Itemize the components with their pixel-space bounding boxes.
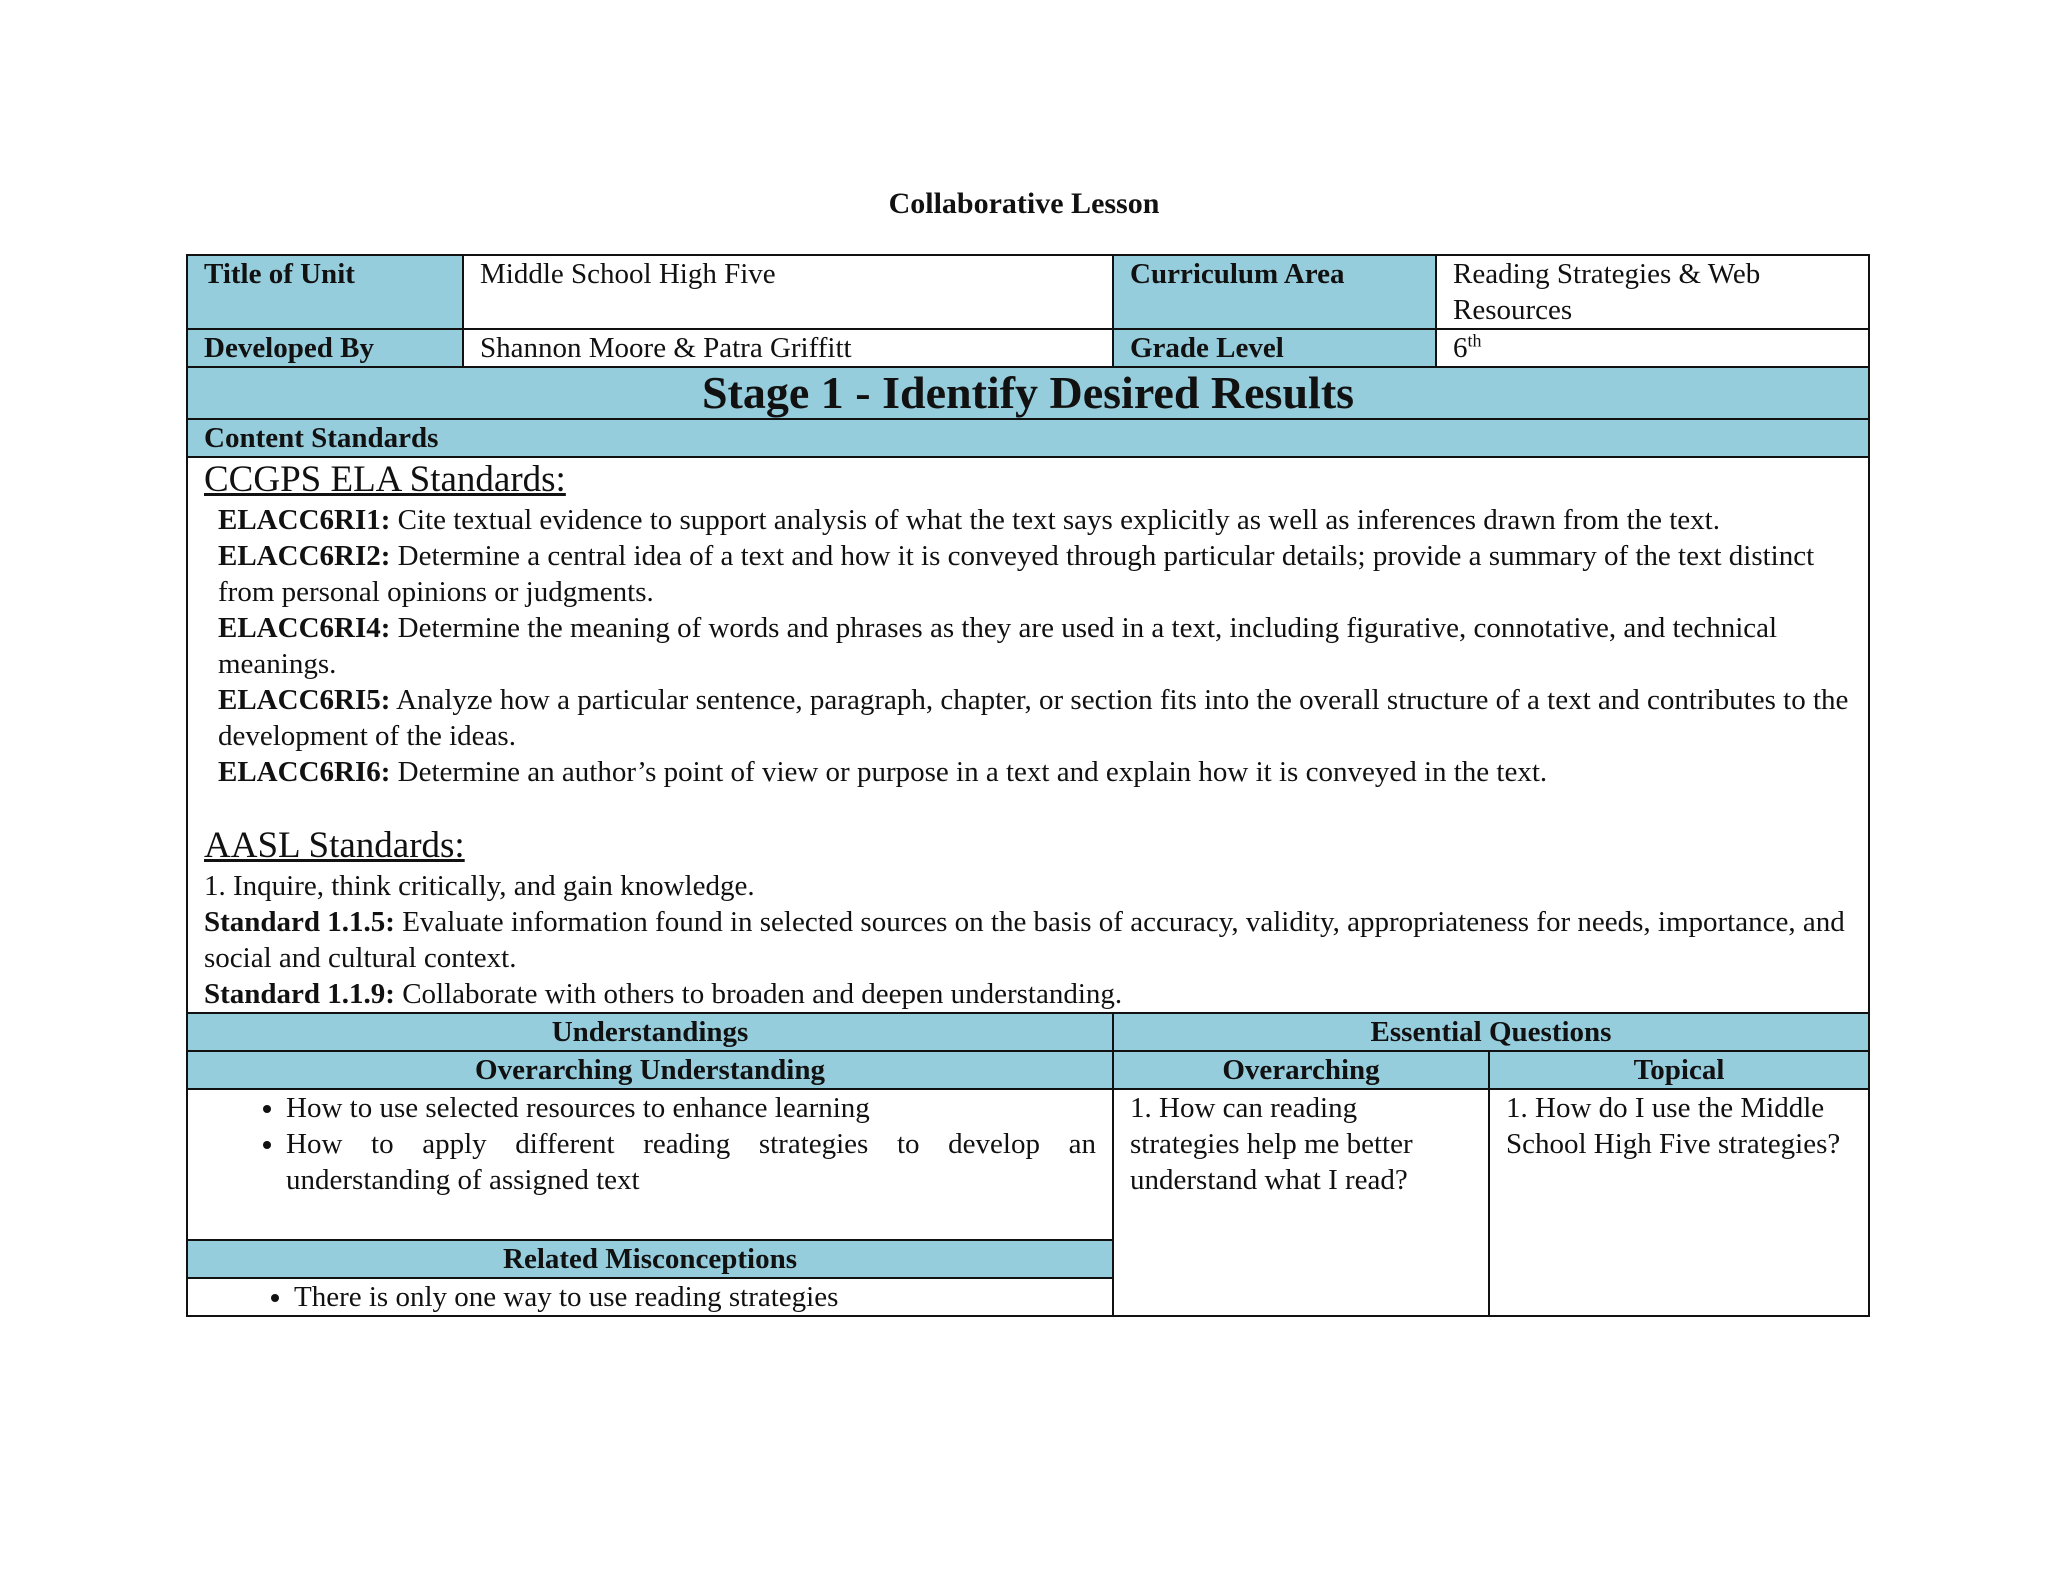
stage-1-heading: Stage 1 - Identify Desired Results [187,367,1869,419]
ccgps-item [218,538,1852,610]
curriculum-area-label: Curriculum Area [1113,255,1436,329]
standard-text: Determine the meaning of words and phrases as they are used in a text, including figurative, connotative, and technical meanings. [218,612,1778,680]
overarching-question-text: 1. How can reading strategies help me better understand what I read? [1113,1089,1489,1316]
aasl-heading: AASL Standards: [204,825,465,866]
overarching-understanding-content [187,1089,1113,1240]
misconceptions-content [187,1278,1113,1316]
list-item: • There is only one way to use reading strategies [294,1279,1096,1315]
content-standards-row [187,419,1869,457]
understandings-heading: Understandings [187,1013,1113,1051]
developed-by-value: Shannon Moore & Patra Griffitt [463,329,1113,367]
understandings-content-row [187,1089,1869,1240]
standard-text: Evaluate information found in selected sources on the basis of accuracy, validity, appropriateness for needs, importance, and social and cultural context. [204,906,1845,974]
curriculum-area-value: Reading Strategies & Web Resources [1436,255,1869,329]
overarching-questions-heading: Overarching [1113,1051,1489,1089]
understandings-header-row [187,1013,1869,1051]
title-row [187,255,1869,329]
stage-row [187,367,1869,419]
ccgps-item [218,610,1852,682]
grade-level-label: Grade Level [1113,329,1436,367]
standard-code: ELACC6RI6: [218,756,391,788]
standard-code: Standard 1.1.9: [204,978,395,1010]
standard-text: Analyze how a particular sentence, paragraph, chapter, or section fits into the overall structure of a text and contributes to the development of the ideas. [218,684,1849,752]
standard-code: ELACC6RI2: [218,540,391,572]
standard-code: ELACC6RI4: [218,612,391,644]
topical-question-text: 1. How do I use the Middle School High Five strategies? [1489,1089,1869,1316]
lesson-plan-table [186,254,1870,1317]
ccgps-heading: CCGPS ELA Standards: [204,459,566,500]
list-item: • How to use selected resources to enhance learning [286,1090,1096,1126]
developed-by-label: Developed By [187,329,463,367]
subheader-row [187,1051,1869,1089]
standard-text: Determine an author’s point of view or purpose in a text and explain how it is conveyed in the text. [397,756,1548,788]
grade-level-number: 6 [1453,332,1468,364]
title-of-unit-label: Title of Unit [187,255,463,329]
standard-text: Determine a central idea of a text and how it is conveyed through particular details; provide a summary of the text distinct from personal opinions or judgments. [218,540,1815,608]
grade-level-value [1436,329,1869,367]
essential-questions-heading: Essential Questions [1113,1013,1869,1051]
misconceptions-list [204,1279,1096,1315]
list-item: • How to apply different reading strategies to develop an understanding of assigned text [286,1126,1096,1198]
ccgps-list [204,502,1852,790]
ccgps-item [218,754,1852,790]
standards-content [187,457,1869,1013]
document-title: Collaborative Lesson [888,187,1160,220]
standard-text: Cite textual evidence to support analysis of what the text says explicitly as well as inferences drawn from the text. [397,504,1720,536]
content-standards-label: Content Standards [187,419,1869,457]
aasl-intro: 1. Inquire, think critically, and gain knowledge. [204,870,755,902]
standard-code: ELACC6RI5: [218,684,391,716]
title-of-unit-value: Middle School High Five [463,255,1113,329]
aasl-section [204,824,1852,1012]
grade-level-suffix: th [1467,330,1482,351]
ccgps-item [218,502,1852,538]
standard-text: Collaborate with others to broaden and deepen understanding. [402,978,1123,1010]
understandings-list [204,1090,1096,1198]
standard-code: ELACC6RI1: [218,504,391,536]
aasl-item [204,976,1852,1012]
aasl-item [204,904,1852,976]
ccgps-item [218,682,1852,754]
standards-row [187,457,1869,1013]
topical-questions-heading: Topical [1489,1051,1869,1089]
overarching-understanding-heading: Overarching Understanding [187,1051,1113,1089]
standard-code: Standard 1.1.5: [204,906,395,938]
developed-by-row [187,329,1869,367]
misconceptions-heading: Related Misconceptions [187,1240,1113,1278]
